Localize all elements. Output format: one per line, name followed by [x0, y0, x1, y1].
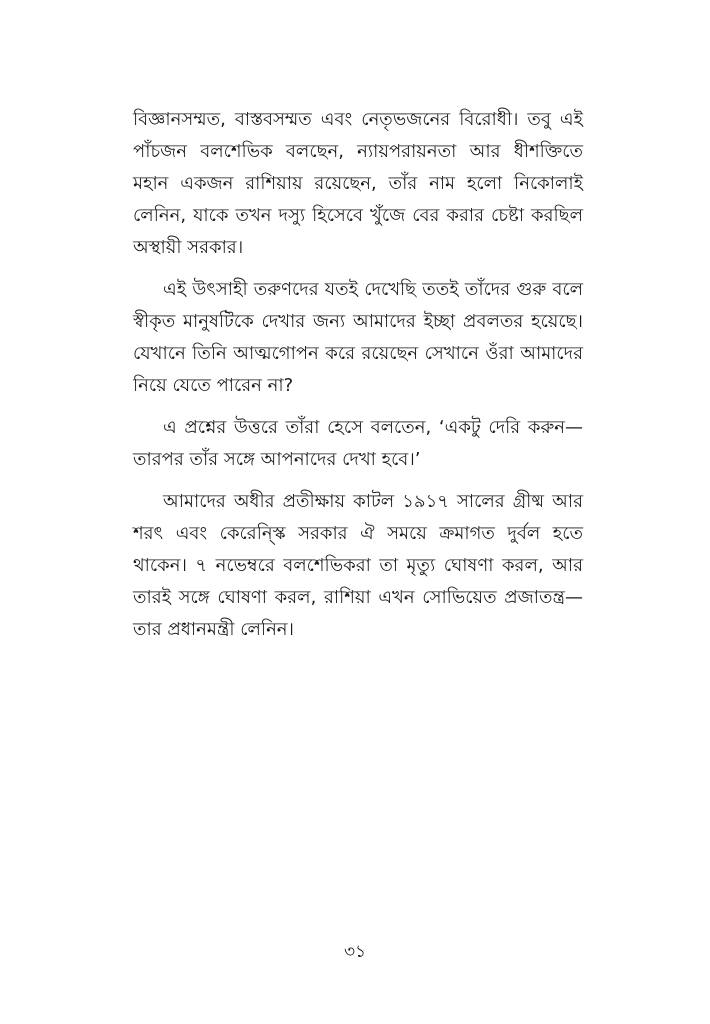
- paragraph-2: এই উৎসাহী তরুণদের যতই দেখেছি ততই তাঁদের গুরু বলে স্বীকৃত মানুষটিকে দেখার জন্য আমাদের ইচ্ছা প্রবলতর হয়েছে। যেখানে তিনি আত্মগোপন করে রয়েছেন সেখানে ওঁরা আমাদের নিয়ে যেতে পারেন না?: [133, 279, 583, 396]
- paragraph-1: বিজ্ঞানসম্মত, বাস্তবসম্মত এবং নেতৃভজনের বিরোধী। তবু এই পাঁচজন বলশেভিক বলছেন, ন্যায়পরায়নতা আর ধীশক্তিতে মহান একজন রাশিয়ায় রয়েছেন, তাঁর নাম হলো নিকোলাই লেনিন, যাকে তখন দস্যু হিসেবে খুঁজে বের করার চেষ্টা করছিল অস্থায়ী সরকার।: [133, 109, 583, 258]
- body-text: [133, 104, 583, 646]
- paragraph-3: এ প্রশ্নের উত্তরে তাঁরা হেসে বলতেন, ‘একটু দেরি করুন— তারপর তাঁর সঙ্গে আপনাদের দেখা হবে।’: [133, 417, 583, 470]
- page-number: ৩১: [343, 942, 367, 962]
- paragraph-4: আমাদের অধীর প্রতীক্ষায় কাটল ১৯১৭ সালের গ্রীষ্ম আর শরৎ এবং কেরেন্স্কি সরকার ঐ সময়ে ক্রমাগত দুর্বল হতে থাকেন। ৭ নভেম্বরে বলশেভিকরা তা মৃত্যু ঘোষণা করল, আর তারই সঙ্গে ঘোষণা করল, রাশিয়া এখন সোভিয়েত প্রজাতন্ত্র—তার প্রধানমন্ত্রী লেনিন।: [133, 491, 583, 640]
